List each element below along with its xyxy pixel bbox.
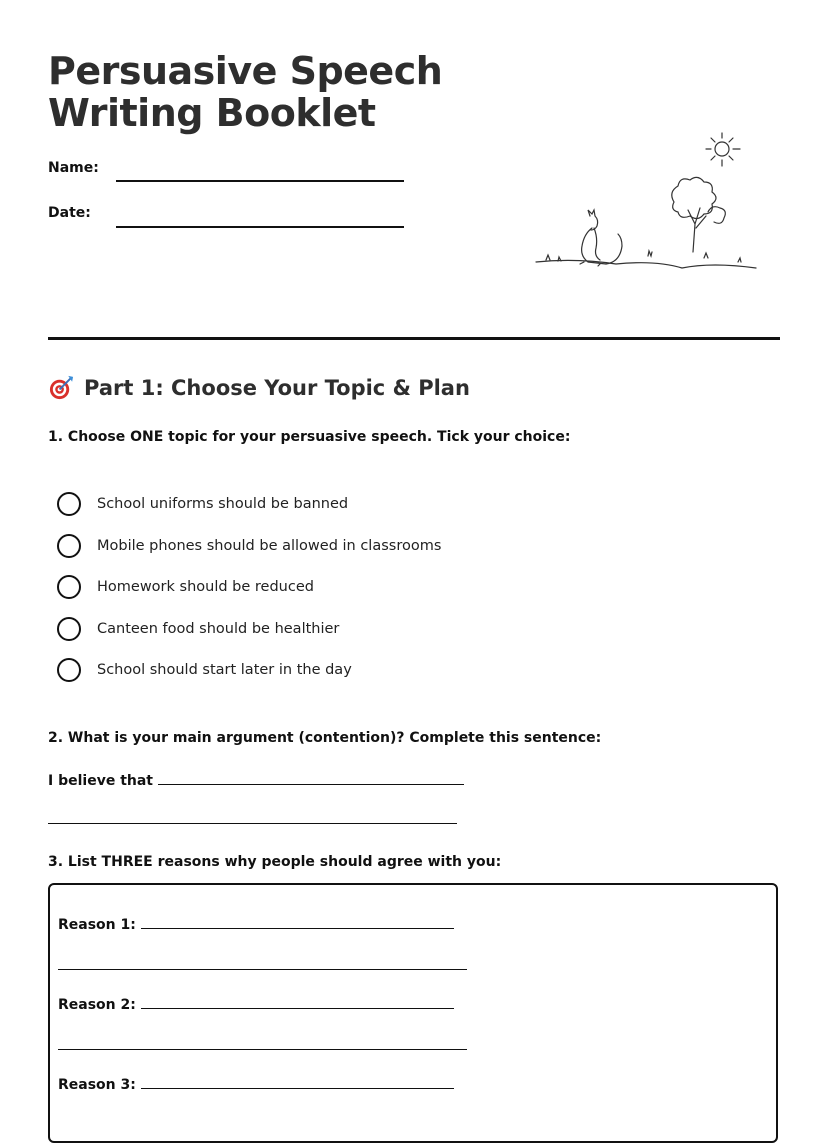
topic-option-label: Canteen food should be healthier bbox=[97, 621, 340, 637]
topic-option-label: School should start later in the day bbox=[97, 662, 352, 678]
reason-3 bbox=[58, 1074, 454, 1093]
radio-button[interactable] bbox=[57, 617, 81, 641]
kangaroo-icon bbox=[580, 210, 622, 266]
booklet-title bbox=[48, 50, 442, 134]
radio-button[interactable] bbox=[57, 534, 81, 558]
contention-line-2[interactable] bbox=[48, 823, 457, 824]
radio-button[interactable] bbox=[57, 658, 81, 682]
reason-1-blank[interactable] bbox=[141, 914, 454, 929]
tree-icon bbox=[672, 177, 726, 252]
reasons-box bbox=[48, 883, 778, 1143]
date-label: Date: bbox=[48, 205, 91, 221]
kangaroo-tree-sun-illustration bbox=[528, 124, 768, 274]
ground-lines bbox=[536, 251, 756, 268]
question-3: 3. List THREE reasons why people should agree with you: bbox=[48, 854, 502, 870]
reason-1 bbox=[58, 914, 454, 933]
topic-option[interactable] bbox=[57, 575, 314, 599]
reason-2-label: Reason 2: bbox=[58, 997, 136, 1013]
radio-button[interactable] bbox=[57, 575, 81, 599]
contention-prompt: I believe that bbox=[48, 773, 153, 789]
question-2: 2. What is your main argument (contention)? Complete this sentence: bbox=[48, 730, 602, 746]
name-label: Name: bbox=[48, 160, 99, 176]
reason-2-line-2[interactable] bbox=[58, 1049, 467, 1050]
title-line-2: Writing Booklet bbox=[48, 91, 376, 135]
topic-option-label: Mobile phones should be allowed in classrooms bbox=[97, 538, 442, 554]
date-field[interactable] bbox=[116, 226, 404, 228]
reason-1-line-2[interactable] bbox=[58, 969, 467, 970]
reason-3-label: Reason 3: bbox=[58, 1077, 136, 1093]
topic-option[interactable] bbox=[57, 617, 339, 641]
topic-option[interactable] bbox=[57, 492, 348, 516]
topic-option-label: School uniforms should be banned bbox=[97, 496, 349, 512]
question-1: 1. Choose ONE topic for your persuasive speech. Tick your choice: bbox=[48, 429, 571, 445]
part-1-heading-text: Part 1: Choose Your Topic & Plan bbox=[84, 375, 470, 400]
topic-option[interactable] bbox=[57, 534, 441, 558]
title-line-1: Persuasive Speech bbox=[48, 49, 443, 93]
contention-sentence bbox=[48, 770, 464, 789]
reason-1-label: Reason 1: bbox=[58, 917, 136, 933]
sun-icon bbox=[706, 133, 740, 166]
reason-2 bbox=[58, 994, 454, 1013]
name-field[interactable] bbox=[116, 180, 404, 182]
topic-option[interactable] bbox=[57, 658, 352, 682]
reason-3-blank[interactable] bbox=[141, 1074, 454, 1089]
topic-option-label: Homework should be reduced bbox=[97, 579, 314, 595]
radio-button[interactable] bbox=[57, 492, 81, 516]
target-icon bbox=[48, 374, 75, 401]
contention-blank[interactable] bbox=[158, 770, 464, 785]
part-1-heading bbox=[48, 374, 470, 401]
reason-2-blank[interactable] bbox=[141, 994, 454, 1009]
section-divider bbox=[48, 337, 780, 340]
